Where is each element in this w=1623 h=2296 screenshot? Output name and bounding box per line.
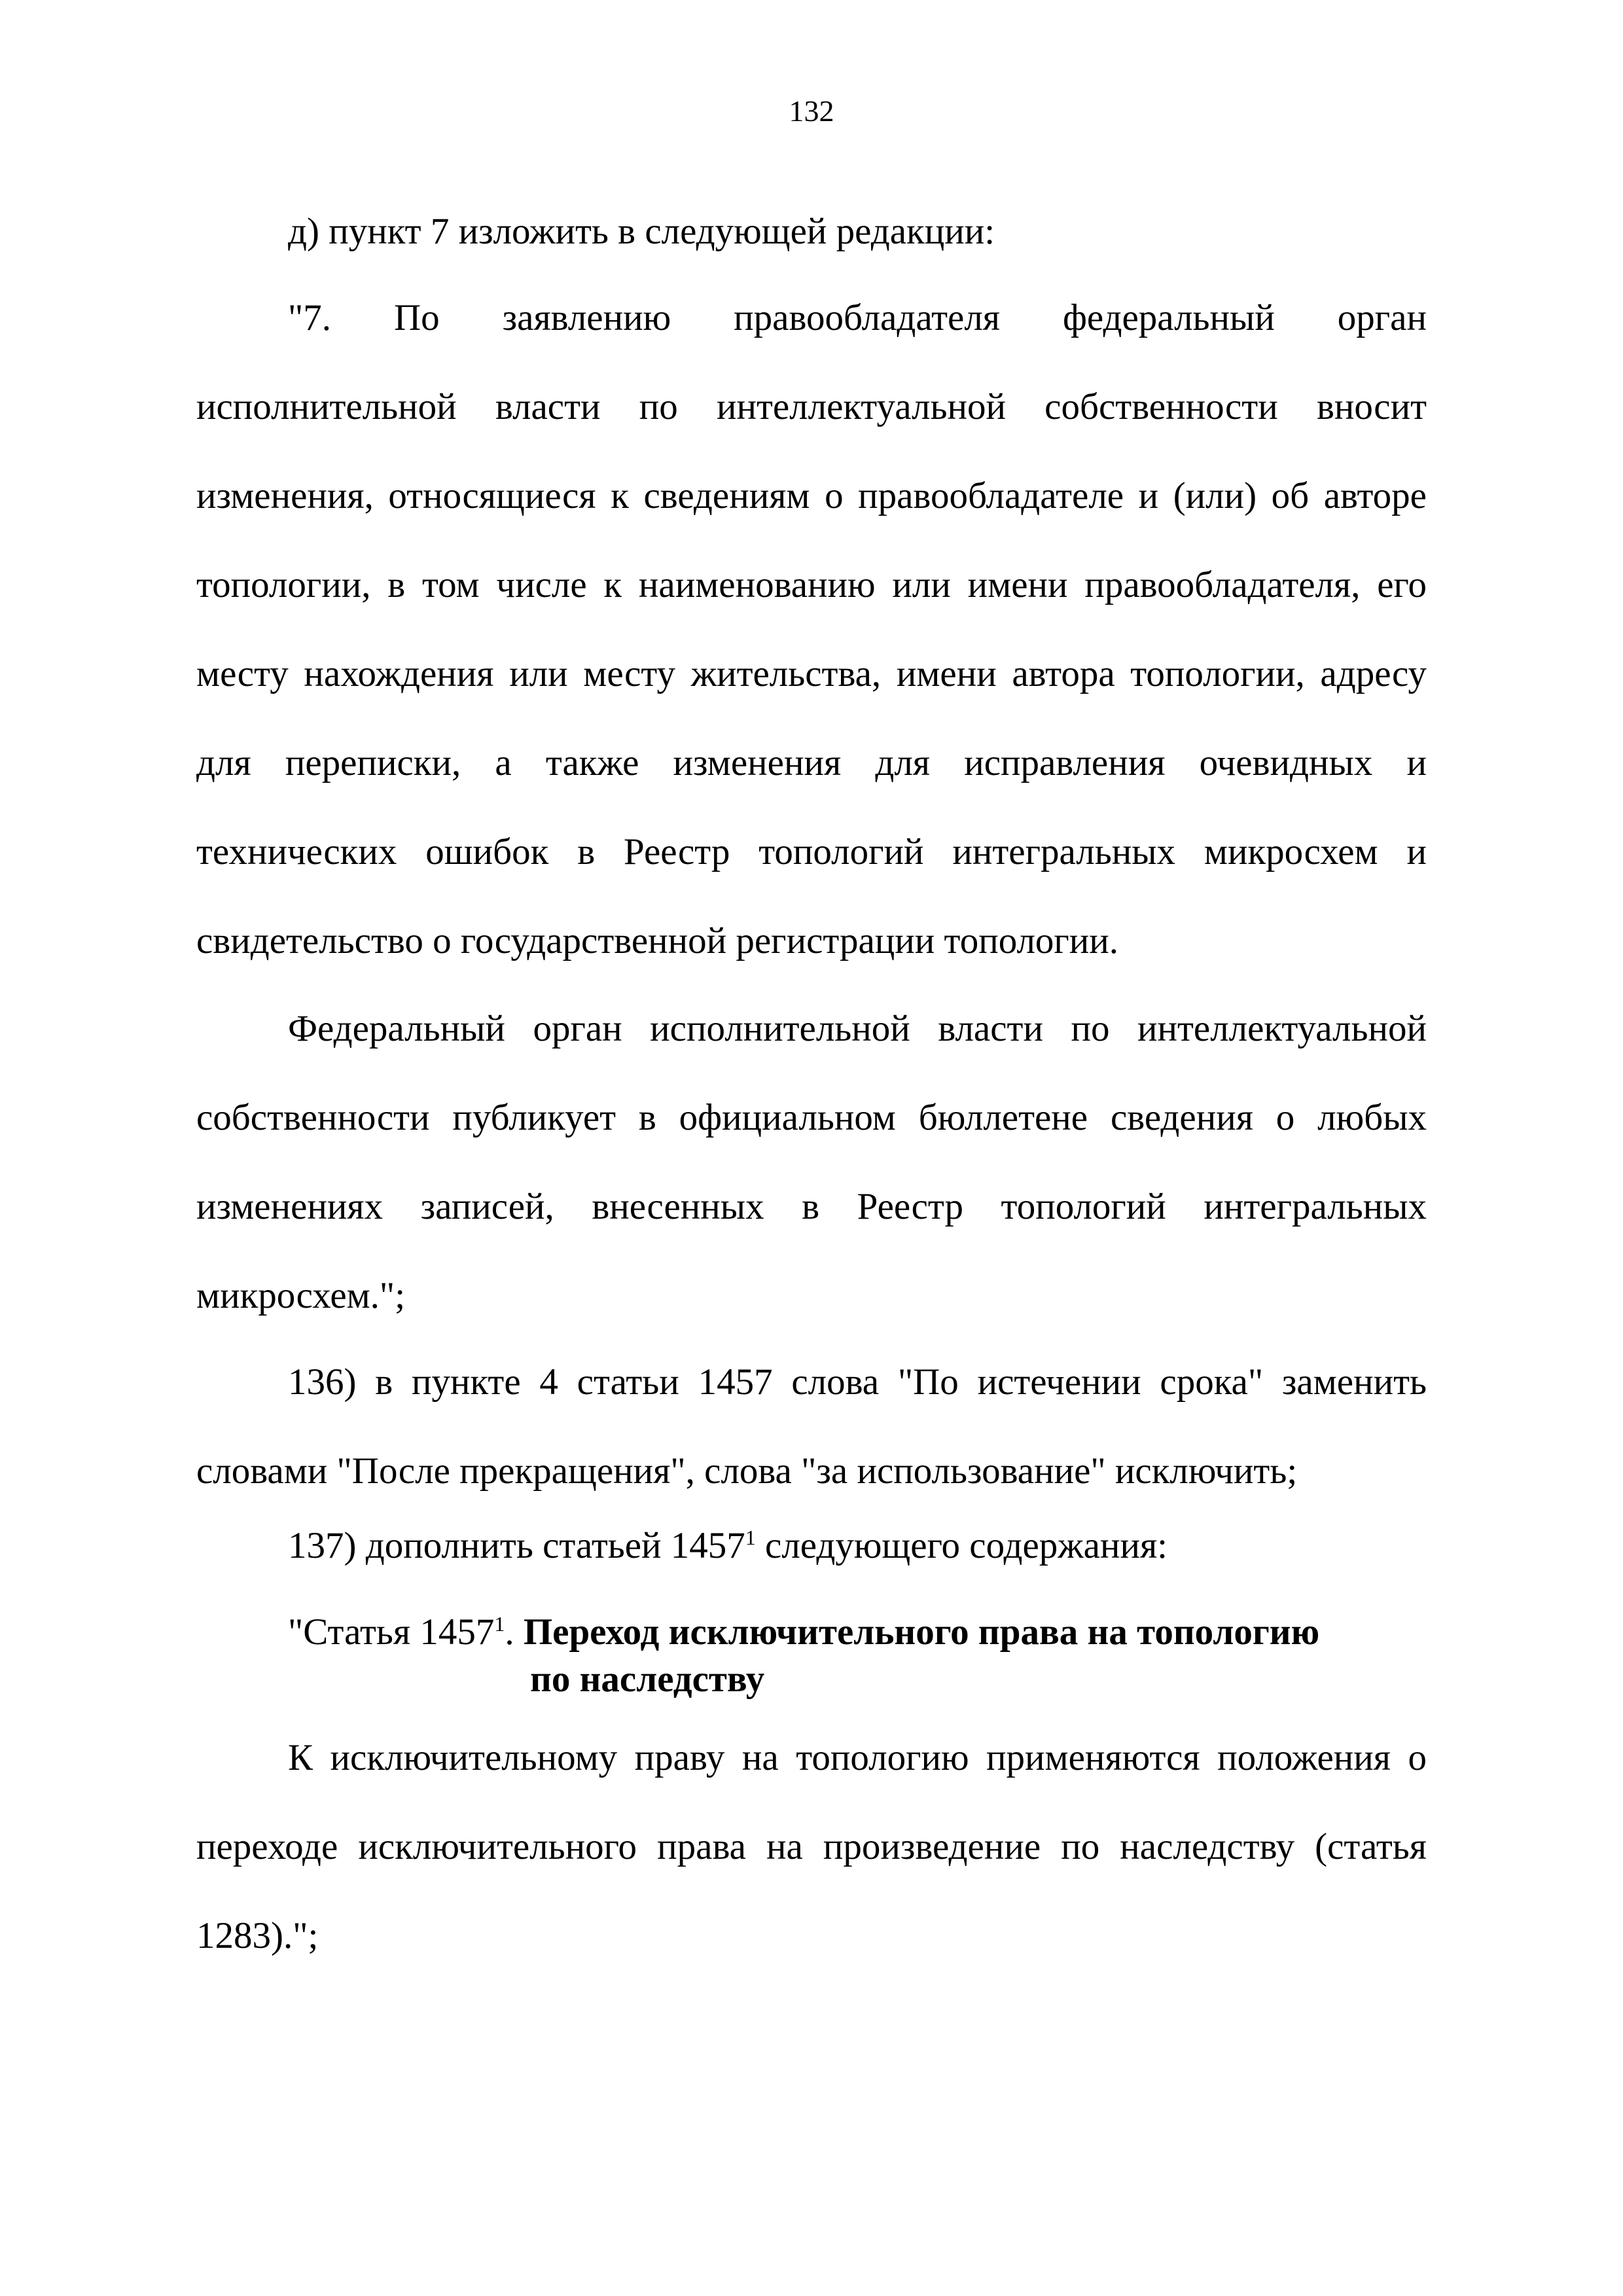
paragraph-137-post: следующего содержания: — [755, 1525, 1168, 1566]
article-prefix: "Статья 1457 — [288, 1611, 495, 1653]
paragraph-d-item-7: д) пункт 7 изложить в следующей редакции: — [288, 211, 995, 252]
paragraph-item-7-text: "7. По заявлению правообладателя федеральный орган исполнительной власти по интеллектуальной собственности вносит изменения, относящиеся к сведениям о правообладателе и (или) об авторе топологии, в том числе к наименованию или имени правообладателя, его месту нахождения или месту жительства, имени автора топологии, адресу для переписки, а также изменения для исправления очевидных и технических ошибок в Реестр топологий интегральных микросхем и свидетельство о государственной регистрации топологии. — [196, 297, 1427, 961]
paragraph-137-superscript: 1 — [745, 1526, 756, 1549]
article-heading — [288, 1609, 1440, 1703]
article-title-line-2: по наследству — [530, 1659, 765, 1700]
article-heading-line-1 — [288, 1609, 1440, 1656]
paragraph-137-pre: 137) дополнить статьей 1457 — [288, 1525, 745, 1566]
paragraph-136: 136) в пункте 4 статьи 1457 слова "По истечении срока" заменить словами "После прекращения", слова "за использование" исключить; — [196, 1361, 1427, 1492]
paragraph-closing: К исключительному праву на топологию применяются положения о переходе исключительного права на произведение по наследству (статья 1283)."; — [196, 1737, 1427, 1956]
article-title-line-1: Переход исключительного права на топологию — [523, 1611, 1320, 1653]
article-superscript: 1 — [494, 1612, 505, 1636]
paragraph-137 — [196, 1522, 1427, 1570]
article-dot: . — [505, 1611, 524, 1653]
page-number: 132 — [789, 94, 834, 128]
paragraph-registry-publication: Федеральный орган исполнительной власти по интеллектуальной собственности публикует в официальном бюллетене сведения о любых изменениях записей, внесенных в Реестр топологий интегральных микросхем."; — [196, 1008, 1427, 1316]
